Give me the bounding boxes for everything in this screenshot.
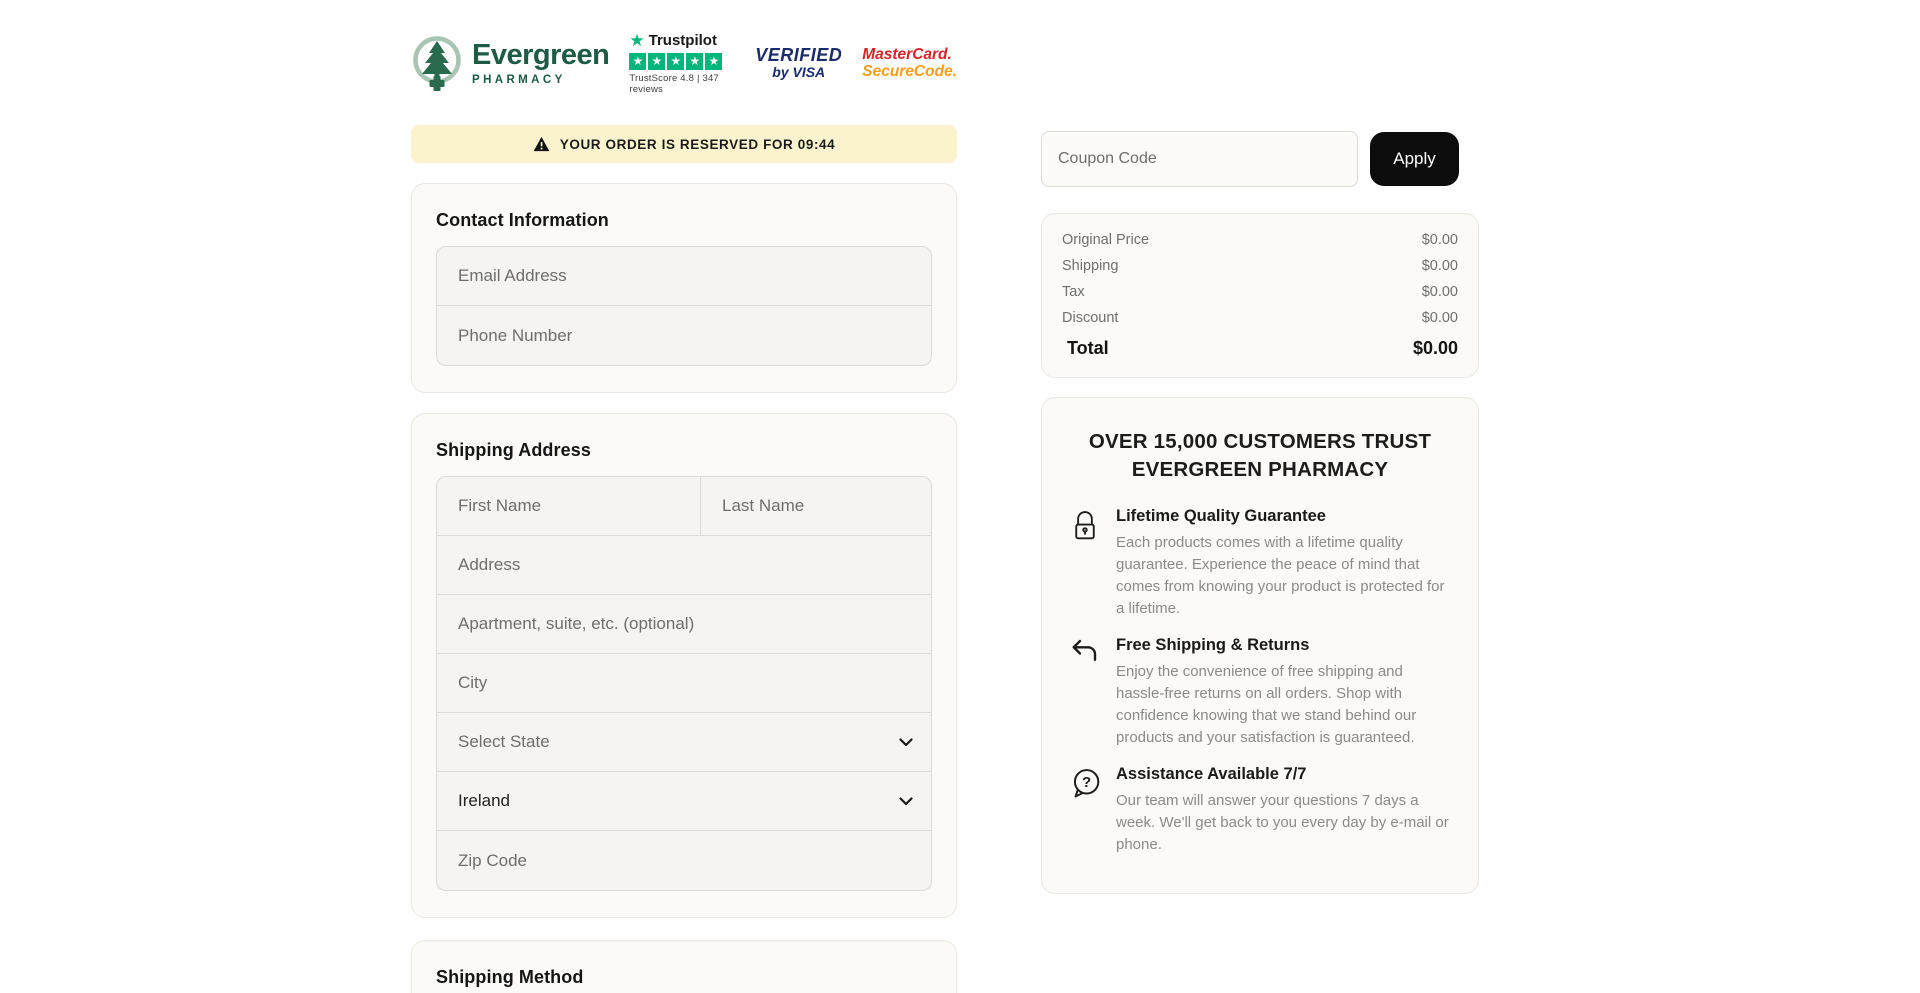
feature-description: Enjoy the convenience of free shipping and hassle-free returns on all orders. Shop with confidence knowing that we stand behind our products and your satisfaction is guaranteed. [1116,663,1417,746]
trust-card [1041,397,1479,894]
last-name-input[interactable] [701,477,932,535]
mastercard-line2: SecureCode. [862,63,957,80]
trustpilot-badge [629,32,735,95]
phone-row [437,306,931,365]
shipping-method-card [411,940,957,993]
summary-value: $0.00 [1421,258,1458,274]
mastercard-line1: MasterCard. [862,45,952,63]
feature-body [1116,765,1450,855]
coupon-section [1041,130,1479,188]
summary-row [1062,253,1458,279]
feature-body [1116,507,1450,619]
state-select-value: Select State [458,732,550,751]
brand-wordmark [472,38,610,86]
state-select[interactable] [437,713,931,772]
visa-line1: VERIFIED [755,45,843,66]
checkout-column [411,0,957,993]
brand-subtitle: PHARMACY [472,73,566,86]
order-reserved-text: YOUR ORDER IS RESERVED FOR 09:44 [559,136,836,152]
chevron-down-icon [899,738,913,747]
city-row [437,654,931,713]
warning-icon [533,136,550,152]
feature-assistance [1070,765,1450,855]
trust-features [1070,507,1450,855]
trustpilot-star-box-icon: ★ [686,53,703,70]
country-select-value: Ireland [458,791,510,810]
shipping-method-title: Shipping Method [436,967,584,987]
summary-row [1062,279,1458,305]
feature-description: Our team will answer your questions 7 days a week. We'll get back to you every day by e-mail or phone. [1116,792,1449,853]
trust-title [1070,428,1450,483]
order-summary-card [1041,213,1479,378]
visa-line2: by VISA [772,64,826,81]
contact-information-card [411,183,957,393]
return-arrow-icon [1070,636,1102,748]
trustpilot-score: TrustScore 4.8 | 347 reviews [629,72,719,95]
apartment-row [437,595,931,654]
brand-name: Evergreen [472,38,610,71]
trust-title-line1: OVER 15,000 CUSTOMERS TRUST [1088,430,1432,453]
summary-row [1062,305,1458,331]
country-select[interactable] [437,772,931,831]
trustpilot-label: Trustpilot [648,31,717,49]
zip-code-input[interactable] [437,831,931,890]
feature-description: Each products comes with a lifetime quality guarantee. Experience the peace of mind that comes from knowing your product is protected for a lifetime. [1116,534,1445,617]
trustpilot-star-box-icon: ★ [629,53,646,70]
shipping-address-field-group [436,476,932,891]
shipping-address-card [411,413,957,918]
total-value: $0.00 [1412,338,1458,358]
chat-question-icon [1070,765,1102,855]
trustpilot-star-box-icon: ★ [705,53,722,70]
chevron-down-icon [899,797,913,806]
trust-title-line2: EVERGREEN PHARMACY [1131,457,1389,481]
phone-input[interactable] [437,306,931,365]
order-reserved-banner [411,125,957,163]
contact-information-title: Contact Information [436,210,609,230]
feature-title: Assistance Available 7/7 [1116,765,1307,784]
summary-label: Tax [1062,284,1085,300]
apply-coupon-button[interactable]: Apply [1370,132,1459,186]
brand-logo [411,34,609,92]
email-row [437,247,931,306]
summary-row [1062,227,1458,253]
svg-text:?: ? [1082,775,1092,792]
feature-title: Free Shipping & Returns [1116,636,1310,655]
summary-value: $0.00 [1421,284,1458,300]
zip-row [437,831,931,890]
feature-title: Lifetime Quality Guarantee [1116,507,1326,526]
summary-label: Discount [1062,310,1119,326]
coupon-code-input[interactable] [1041,131,1358,187]
trustpilot-star-box-icon: ★ [667,53,684,70]
city-input[interactable] [437,654,931,712]
header [411,30,957,95]
address-input[interactable] [437,536,931,594]
total-label: Total [1067,338,1109,358]
name-row [437,477,931,536]
shipping-address-title: Shipping Address [436,440,591,460]
summary-label: Original Price [1062,232,1150,248]
email-input[interactable] [437,247,931,305]
trustpilot-star-box-icon: ★ [648,53,665,70]
summary-value: $0.00 [1421,232,1458,248]
apartment-input[interactable] [437,595,931,653]
summary-total-row [1062,331,1458,364]
summary-value: $0.00 [1421,310,1458,326]
evergreen-tree-icon [411,34,463,92]
mastercard-securecode-badge [862,46,957,80]
first-name-input[interactable] [437,477,701,535]
order-sidebar [1041,0,1479,993]
trustpilot-star-icon: ★ [629,30,645,50]
trustpilot-wordmark [629,32,717,49]
verified-by-visa-badge [755,46,842,80]
feature-body [1116,636,1450,748]
contact-field-group [436,246,932,366]
address-row [437,536,931,595]
lock-icon [1070,507,1102,619]
feature-free-shipping [1070,636,1450,748]
trustpilot-five-stars [629,53,722,70]
feature-quality-guarantee [1070,507,1450,619]
summary-label: Shipping [1062,258,1119,274]
